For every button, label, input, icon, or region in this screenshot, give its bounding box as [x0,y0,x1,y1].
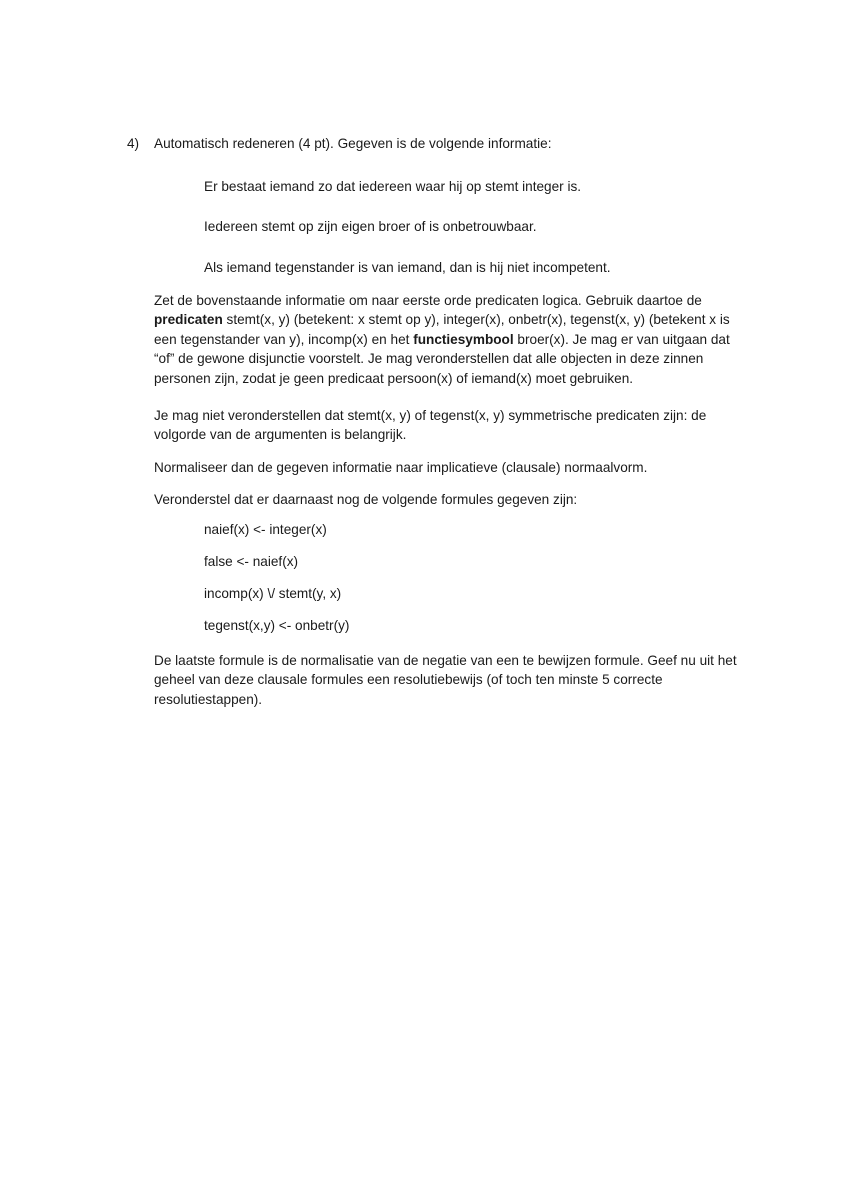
para1-bold-functiesymbool: functiesymbool [413,331,514,347]
statement-2: Iedereen stemt op zijn eigen broer of is onbetrouwbaar. [204,219,537,234]
para1-text-c: broer(x). Je mag er van uitgaan dat “of” de gewone disjunctie voorstelt. Je mag veronderstellen dat alle objecten in deze zinnen personen zijn, zodat je geen predicaat persoon(x) of iemand(x) moet gebruiken. [154,331,730,386]
statement-3: Als iemand tegenstander is van iemand, dan is hij niet incompetent. [204,260,611,275]
question-title: Automatisch redeneren (4 pt). Gegeven is de volgende informatie: [154,136,552,151]
instruction-paragraph-4: Veronderstel dat er daarnaast nog de volgende formules gegeven zijn: [154,492,578,507]
para1-bold-predicaten: predicaten [154,312,223,328]
instruction-paragraph-2: Je mag niet veronderstellen dat stemt(x, y) of tegenst(x, y) symmetrische predicaten zijn: de volgorde van de argumenten is belangrijk. [154,408,707,443]
instruction-paragraph-5: De laatste formule is de normalisatie van de negatie van een te bewijzen formule. Geef nu uit het geheel van deze clausale formules een resolutiebewijs (of toch ten minste 5 correcte resolutiestappen). [154,653,737,707]
formula-4: tegenst(x,y) <- onbetr(y) [204,618,350,633]
statement-1: Er bestaat iemand zo dat iedereen waar hij op stemt integer is. [204,179,582,194]
question-number: 4) [127,136,140,151]
para1-text-a: Zet de bovenstaande informatie om naar eerste orde predicaten logica. Gebruik daartoe de [154,293,702,308]
formula-2: false <- naief(x) [204,554,299,569]
formula-3: incomp(x) \/ stemt(y, x) [204,586,342,601]
para1-text-b: stemt(x, y) (betekent: x stemt op y), integer(x), onbetr(x), tegenst(x, y) (betekent x is een tegenstander van y), incomp(x) en het [154,312,730,347]
instruction-paragraph-1 [154,291,746,388]
formula-1: naief(x) <- integer(x) [204,522,327,537]
instruction-paragraph-3: Normaliseer dan de gegeven informatie naar implicatieve (clausale) normaalvorm. [154,460,648,475]
